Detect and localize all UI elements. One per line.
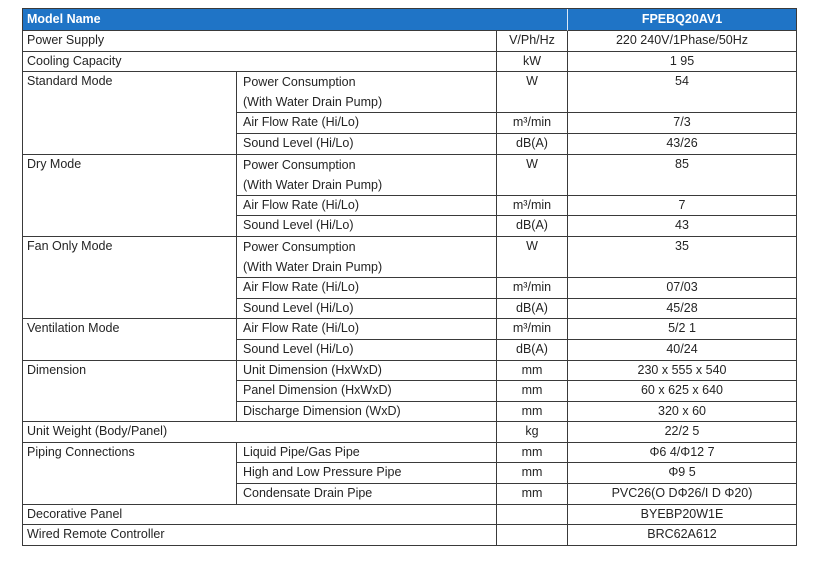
fan-only-mode-label: Fan Only Mode [23,237,237,319]
panel-dimension-value: 60 x 625 x 640 [568,381,797,402]
ventilation-air-flow-unit: m³/min [497,319,568,340]
power-supply-label: Power Supply [23,31,497,52]
fan-air-flow-label: Air Flow Rate (Hi/Lo) [237,278,497,299]
power-supply-unit: V/Ph/Hz [497,31,568,52]
unit-dimension-label: Unit Dimension (HxWxD) [237,361,497,382]
spec-table [22,8,797,546]
fan-power-consumption-note: (With Water Drain Pump) [243,259,383,274]
high-low-pressure-pipe-value: Φ9 5 [568,463,797,484]
ventilation-sound-level-unit: dB(A) [497,340,568,361]
condensate-drain-pipe-label: Condensate Drain Pipe [237,484,497,505]
dry-air-flow-unit: m³/min [497,196,568,217]
model-name-label: Model Name [23,9,568,31]
fan-power-consumption-label: Power Consumption [243,239,356,254]
condensate-drain-pipe-unit: mm [497,484,568,505]
standard-air-flow-label: Air Flow Rate (Hi/Lo) [237,113,497,134]
dry-power-consumption-note: (With Water Drain Pump) [243,177,383,192]
cooling-capacity-unit: kW [497,52,568,73]
panel-dimension-unit: mm [497,381,568,402]
high-low-pressure-pipe-unit: mm [497,463,568,484]
condensate-drain-pipe-value: PVC26(O DΦ26/I D Φ20) [568,484,797,505]
liquid-gas-pipe-unit: mm [497,443,568,464]
high-low-pressure-pipe-label: High and Low Pressure Pipe [237,463,497,484]
fan-sound-level-unit: dB(A) [497,299,568,320]
wired-remote-controller-unit [497,525,568,546]
unit-weight-label: Unit Weight (Body/Panel) [23,422,497,443]
standard-air-flow-value: 7/3 [568,113,797,134]
unit-weight-unit: kg [497,422,568,443]
standard-sound-level-label: Sound Level (Hi/Lo) [237,134,497,155]
liquid-gas-pipe-label: Liquid Pipe/Gas Pipe [237,443,497,464]
fan-air-flow-unit: m³/min [497,278,568,299]
dry-power-consumption-value: 85 [568,155,797,196]
discharge-dimension-label: Discharge Dimension (WxD) [237,402,497,423]
discharge-dimension-value: 320 x 60 [568,402,797,423]
dry-mode-label: Dry Mode [23,155,237,237]
decorative-panel-unit [497,505,568,526]
fan-sound-level-value: 45/28 [568,299,797,320]
fan-power-consumption-cell [237,237,497,278]
ventilation-sound-level-value: 40/24 [568,340,797,361]
standard-air-flow-unit: m³/min [497,113,568,134]
unit-weight-value: 22/2 5 [568,422,797,443]
dry-sound-level-value: 43 [568,216,797,237]
piping-connections-label: Piping Connections [23,443,237,505]
power-supply-value: 220 240V/1Phase/50Hz [568,31,797,52]
fan-sound-level-label: Sound Level (Hi/Lo) [237,299,497,320]
dry-air-flow-value: 7 [568,196,797,217]
standard-power-consumption-value: 54 [568,72,797,113]
wired-remote-controller-value: BRC62A612 [568,525,797,546]
ventilation-sound-level-label: Sound Level (Hi/Lo) [237,340,497,361]
fan-air-flow-value: 07/03 [568,278,797,299]
dry-power-consumption-cell [237,155,497,196]
model-number: FPEBQ20AV1 [568,9,797,31]
standard-power-consumption-note: (With Water Drain Pump) [243,95,383,110]
decorative-panel-value: BYEBP20W1E [568,505,797,526]
dry-power-consumption-label: Power Consumption [243,157,356,172]
standard-power-consumption-label: Power Consumption [243,75,356,90]
ventilation-mode-label: Ventilation Mode [23,319,237,360]
liquid-gas-pipe-value: Φ6 4/Φ12 7 [568,443,797,464]
dry-sound-level-unit: dB(A) [497,216,568,237]
dimension-label: Dimension [23,361,237,423]
dry-air-flow-label: Air Flow Rate (Hi/Lo) [237,196,497,217]
ventilation-air-flow-label: Air Flow Rate (Hi/Lo) [237,319,497,340]
cooling-capacity-label: Cooling Capacity [23,52,497,73]
dry-power-consumption-unit: W [497,155,568,196]
unit-dimension-unit: mm [497,361,568,382]
standard-power-consumption-unit: W [497,72,568,113]
decorative-panel-label: Decorative Panel [23,505,497,526]
standard-power-consumption-cell [237,72,497,113]
standard-sound-level-unit: dB(A) [497,134,568,155]
cooling-capacity-value: 1 95 [568,52,797,73]
panel-dimension-label: Panel Dimension (HxWxD) [237,381,497,402]
fan-power-consumption-value: 35 [568,237,797,278]
unit-dimension-value: 230 x 555 x 540 [568,361,797,382]
standard-sound-level-value: 43/26 [568,134,797,155]
fan-power-consumption-unit: W [497,237,568,278]
dry-sound-level-label: Sound Level (Hi/Lo) [237,216,497,237]
wired-remote-controller-label: Wired Remote Controller [23,525,497,546]
discharge-dimension-unit: mm [497,402,568,423]
ventilation-air-flow-value: 5/2 1 [568,319,797,340]
standard-mode-label: Standard Mode [23,72,237,154]
